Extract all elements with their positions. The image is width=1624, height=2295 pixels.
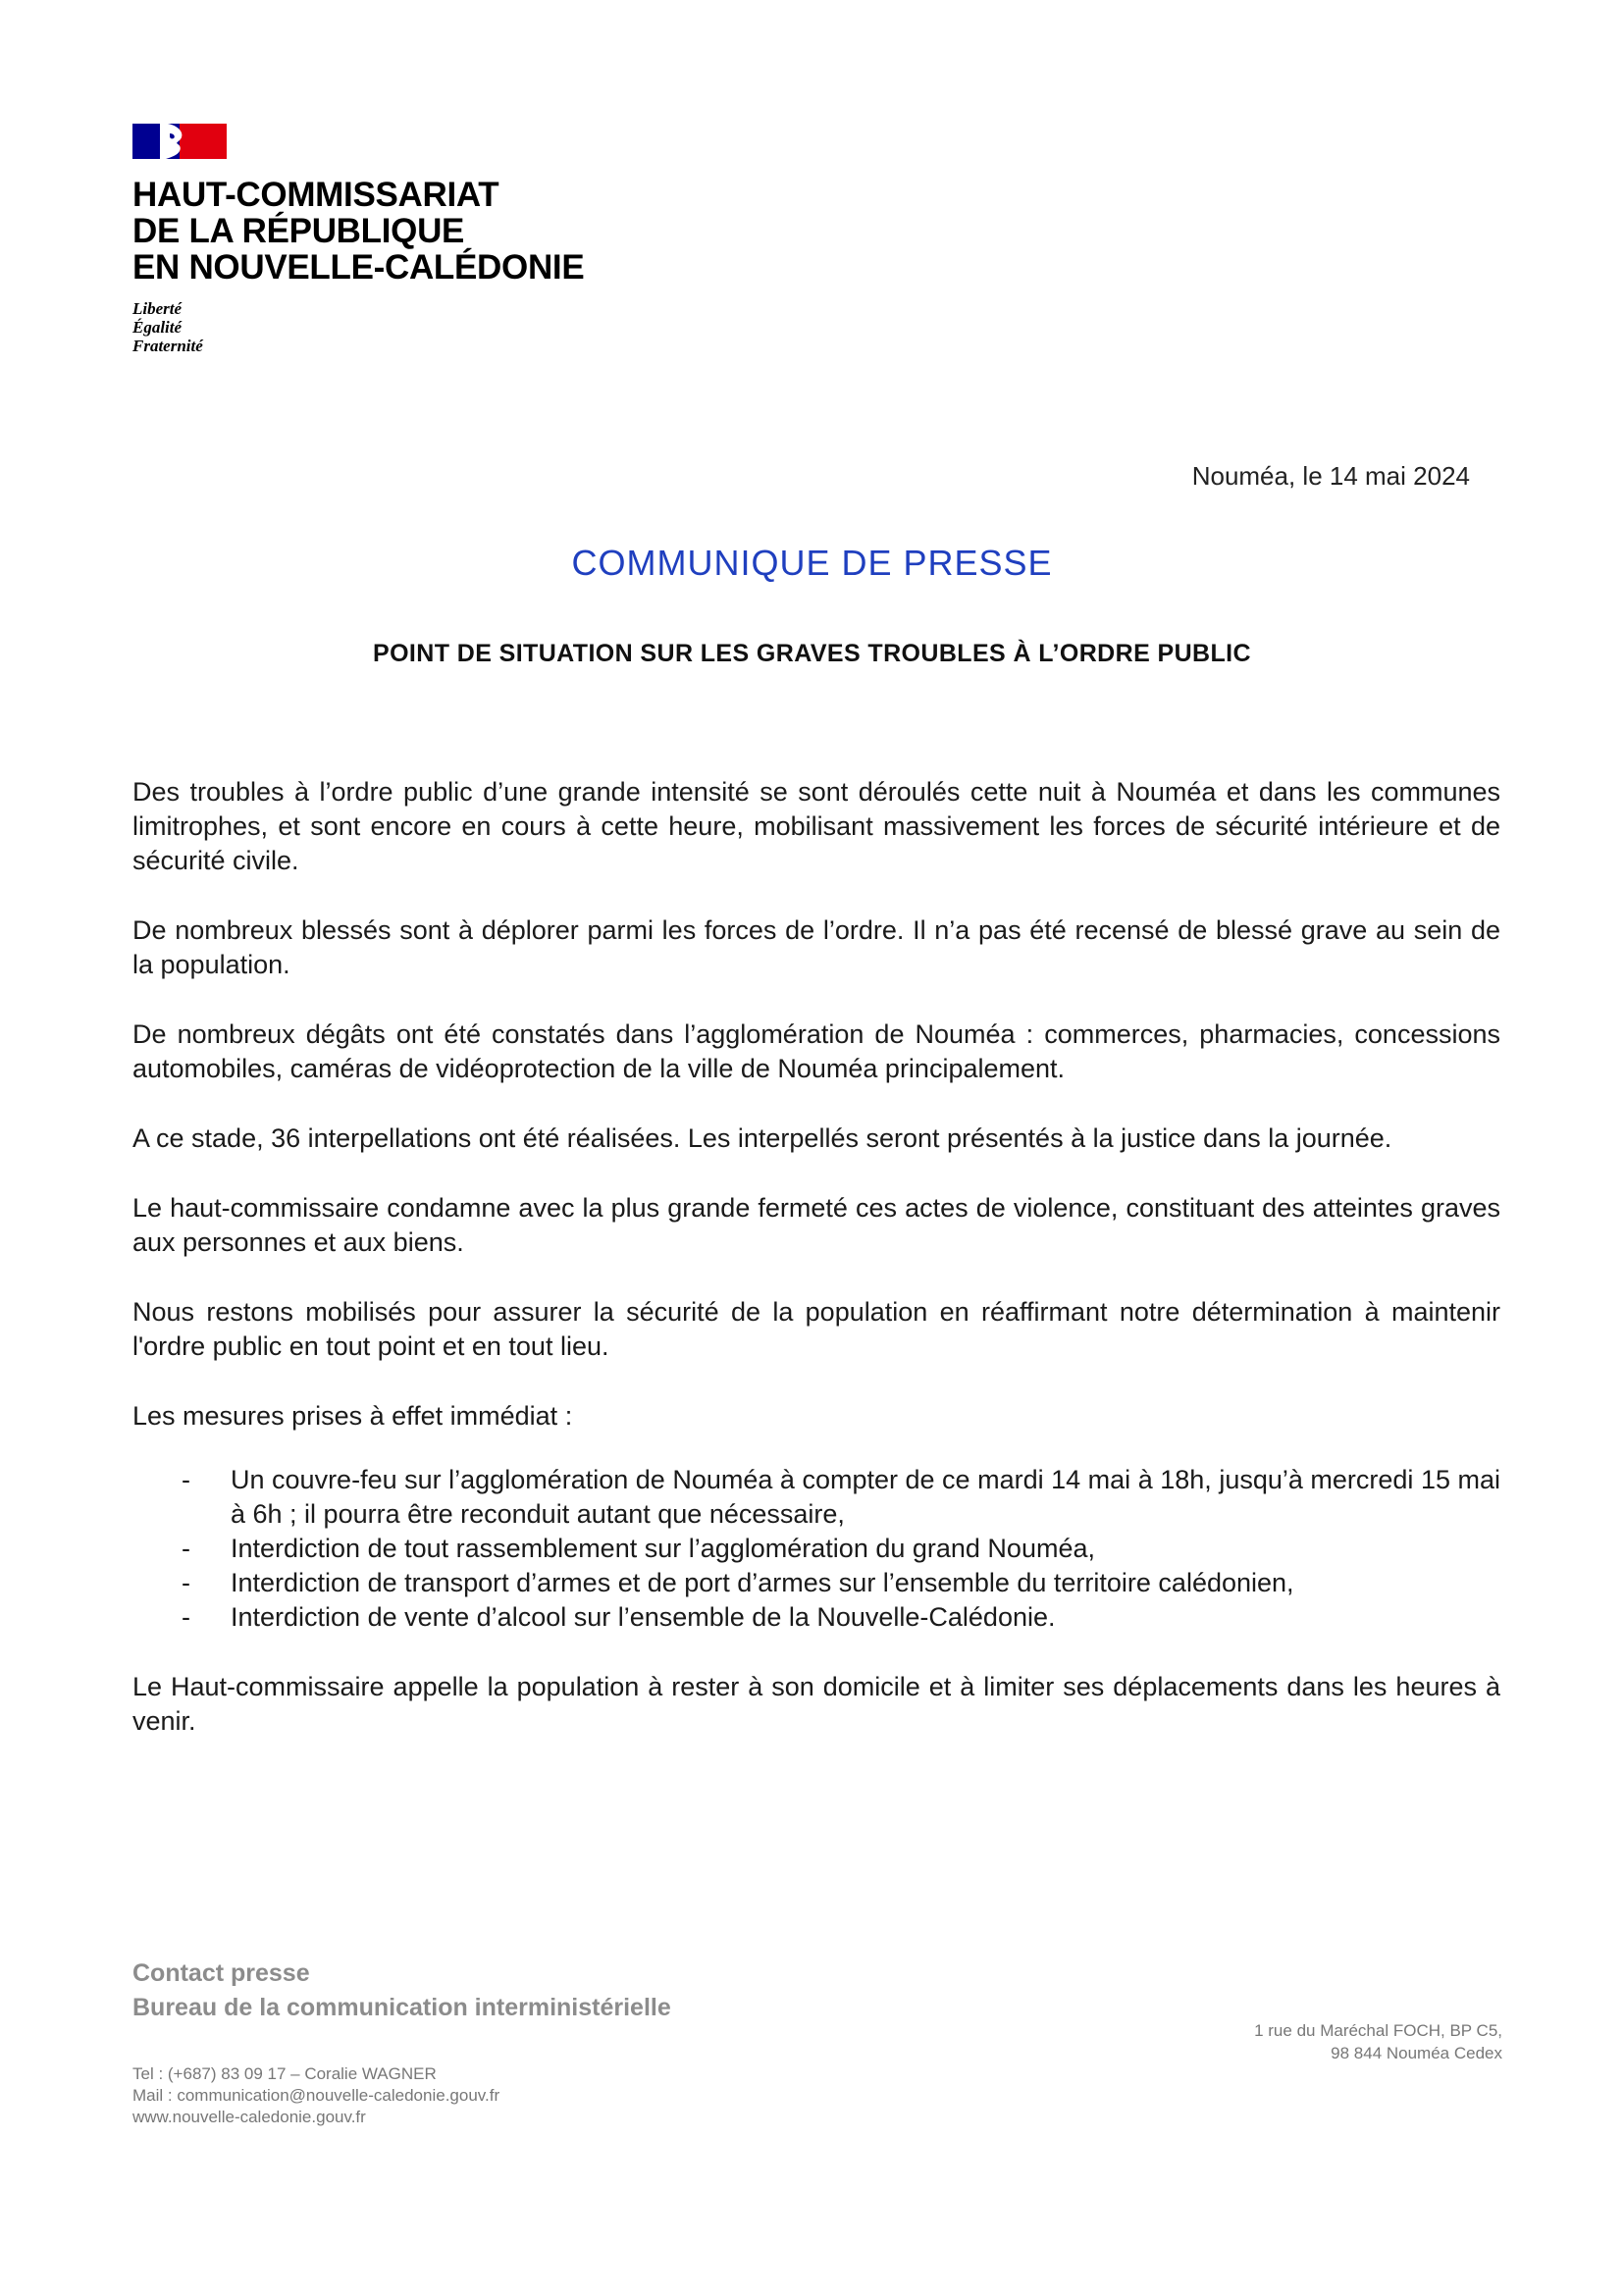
institution-line: DE LA RÉPUBLIQUE — [132, 212, 465, 250]
body-paragraph: De nombreux blessés sont à déplorer parmi les forces de l’ordre. Il n’a pas été recensé de blessé grave au sein de la population. — [132, 915, 1500, 979]
institution-name — [132, 177, 584, 286]
motto-line: Fraternité — [132, 337, 203, 355]
body-paragraph: Des troubles à l’ordre public d’une grande intensité se sont déroulés cette nuit à Nouméa et dans les communes limitrophes, et sont encore en cours à cette heure, mobilisant massivement les forces de sécurité intérieure et de sécurité civile. — [132, 777, 1500, 875]
document-title: COMMUNIQUE DE PRESSE — [571, 543, 1053, 583]
measure-item: - Un couvre-feu sur l’agglomération de Nouméa à compter de ce mardi 14 mai à 18h, jusqu’à mercredi 15 mai à 6h ; il pourra être reconduit autant que nécessaire, — [132, 1463, 1500, 1532]
contact-title: Contact presse — [132, 1959, 310, 1987]
body-paragraph: De nombreux dégâts ont été constatés dans l’agglomération de Nouméa : commerces, pharmacies, concessions automobiles, caméras de vidéoprotection de la ville de Nouméa principalement. — [132, 1019, 1500, 1083]
postal-address — [1254, 2019, 1502, 2064]
contact-office: Bureau de la communication interministérielle — [132, 1994, 671, 2021]
address-line: 98 844 Nouméa Cedex — [1331, 2044, 1502, 2062]
body-paragraph: Nous restons mobilisés pour assurer la sécurité de la population en réaffirmant notre détermination à maintenir l'ordre public en tout point et en tout lieu. — [132, 1297, 1500, 1361]
press-contact — [132, 1956, 671, 2025]
document-subtitle: POINT DE SITUATION SUR LES GRAVES TROUBLES À L’ORDRE PUBLIC — [373, 640, 1251, 667]
institution-line: EN NOUVELLE-CALÉDONIE — [132, 248, 585, 287]
contact-details — [132, 2063, 499, 2128]
measure-item: - Interdiction de tout rassemblement sur l’agglomération du grand Nouméa, — [132, 1532, 1500, 1566]
motto-line: Liberté — [132, 299, 183, 318]
contact-website[interactable]: www.nouvelle-caledonie.gouv.fr — [132, 2108, 366, 2126]
contact-mail[interactable]: Mail : communication@nouvelle-caledonie.gouv.fr — [132, 2086, 500, 2105]
body-paragraph: Le haut-commissaire condamne avec la plus grande fermeté ces actes de violence, constituant des atteintes graves aux personnes et aux biens. — [132, 1193, 1500, 1257]
body-paragraph: Les mesures prises à effet immédiat : — [132, 1401, 573, 1431]
republic-logo — [132, 124, 584, 355]
measure-item: - Interdiction de transport d’armes et de port d’armes sur l’ensemble du territoire calédonien, — [132, 1566, 1500, 1600]
measures-list — [132, 1463, 1500, 1635]
republic-motto — [132, 299, 584, 355]
marianne-flag — [132, 124, 227, 159]
marianne-icon — [160, 124, 199, 159]
measure-item: - Interdiction de vente d’alcool sur l’ensemble de la Nouvelle-Calédonie. — [132, 1600, 1500, 1635]
closing-paragraph: Le Haut-commissaire appelle la population à rester à son domicile et à limiter ses déplacements dans les heures à venir. — [132, 1672, 1500, 1736]
address-line: 1 rue du Maréchal FOCH, BP C5, — [1254, 2021, 1502, 2040]
body-paragraph: A ce stade, 36 interpellations ont été réalisées. Les interpellés seront présentés à la justice dans la journée. — [132, 1123, 1392, 1153]
contact-phone: Tel : (+687) 83 09 17 – Coralie WAGNER — [132, 2064, 437, 2083]
institution-line: HAUT-COMMISSARIAT — [132, 176, 499, 214]
motto-line: Égalité — [132, 318, 183, 337]
document-body — [132, 775, 1500, 1774]
release-date: Nouméa, le 14 mai 2024 — [1191, 461, 1470, 491]
